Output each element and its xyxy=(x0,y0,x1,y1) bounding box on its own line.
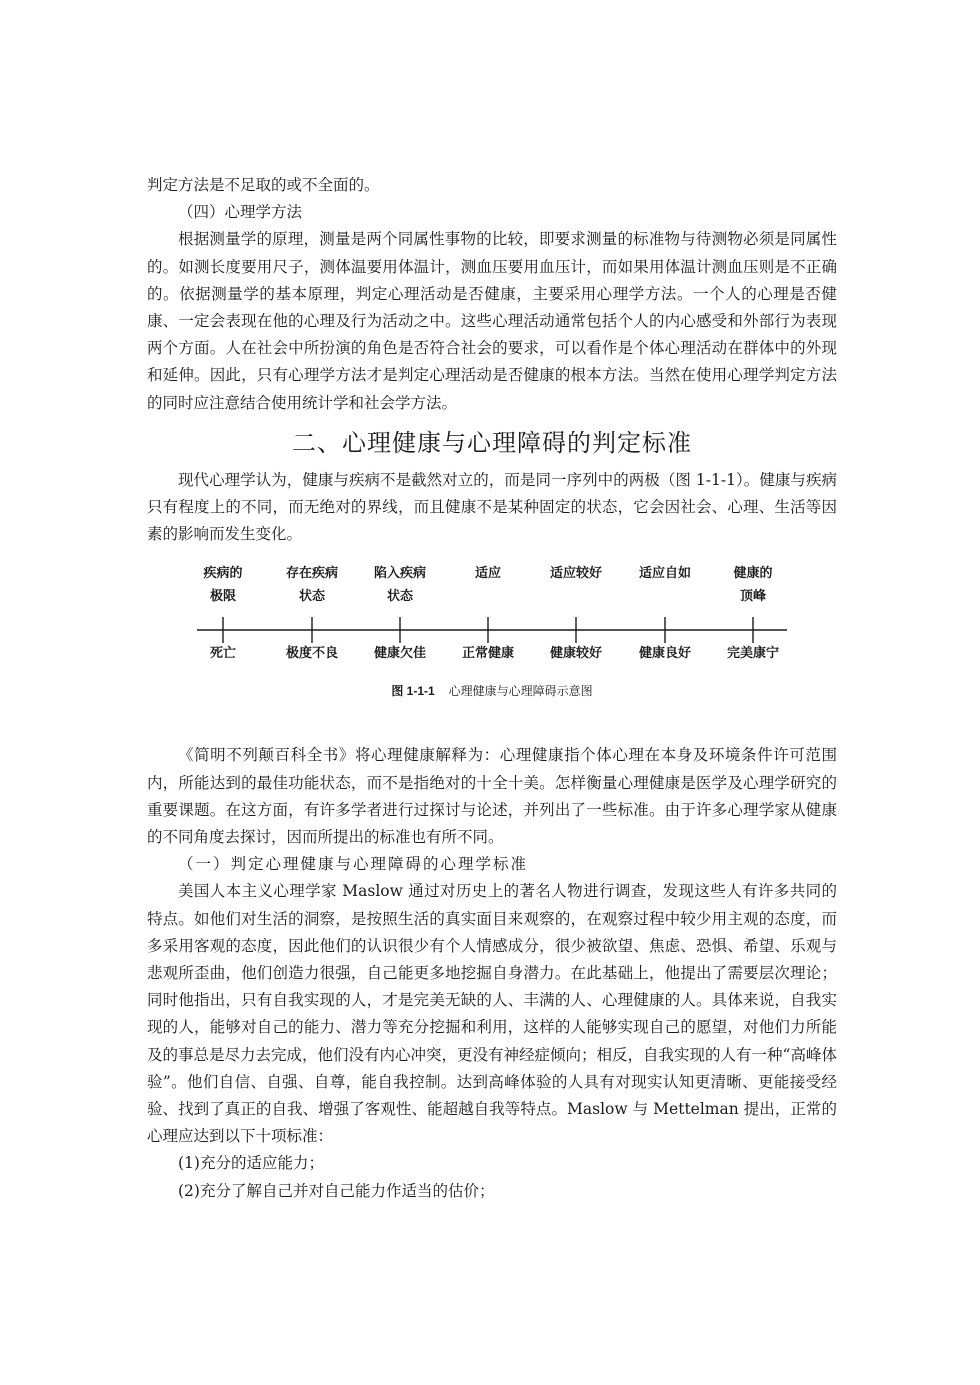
top-label-6: 适应自如 xyxy=(638,566,691,582)
bottom-label-3: 健康欠佳 xyxy=(373,646,426,662)
bottom-label-6: 健康良好 xyxy=(638,646,691,662)
subheading-criteria: （一）判定心理健康与心理障碍的心理学标准 xyxy=(178,855,529,874)
list-item-1: (1)充分的适应能力； xyxy=(178,1154,324,1173)
figure-caption xyxy=(147,682,837,699)
list-item-2: (2)充分了解自己并对自己能力作适当的估价； xyxy=(178,1181,495,1200)
bottom-label-5: 健康较好 xyxy=(549,646,602,662)
top-label-4: 适应 xyxy=(474,566,501,582)
top-label-7: 健康的 顶峰 xyxy=(733,566,773,605)
bottom-label-7: 完美康宁 xyxy=(726,646,779,662)
figure-caption-text: 心理健康与心理障碍示意图 xyxy=(448,684,593,699)
bottom-label-4: 正常健康 xyxy=(461,646,514,662)
paragraph-maslow: 美国人本主义心理学家 Maslow 通过对历史上的著名人物进行调查，发现这些人有许多共同的特点。如他们对生活的洞察，是按照生活的真实面目来观察的，在观察过程中较少用主观的态度，而多采用客观的态度，因此他们的认识很少有个人情感成分，很少被欲望、焦虑、恐惧、希望、乐观与悲观所歪曲，他们创造力很强，自己能更多地挖掘自身潜力。在此基础上，他提出了需要层次理论；同时他指出，只有自我实现的人，才是完美无缺的人、丰满的人、心理健康的人。具体来说，自我实现的人，能够对自己的能力、潜力等充分挖掘和利用，这样的人能够实现自己的愿望，对他们力所能及的事总是尽力去完成，他们没有内心冲突，更没有神经症倾向；相反，自我实现的人有一种“高峰体验”。他们自信、自强、自尊，能自我控制。达到高峰体验的人具有对现实认知更清晰、更能接受经验、找到了真正的自我、增强了客观性、能超越自我等特点。Maslow 与 Mettelman 提出，正常的心理应达到以下十项标准： xyxy=(147,882,837,1146)
paragraph-britannica: 《简明不列颠百科全书》将心理健康解释为：心理健康指个体心理在本身及环境条件许可范围内，所能达到的最佳功能状态，而不是指绝对的十全十美。怎样衡量心理健康是医学及心理学研究的重要课题。在这方面，有许多学者进行过探讨与论述，并列出了一些标准。由于许多心理学家从健康的不同角度去探讨，因而所提出的标准也有所不同。 xyxy=(147,746,837,847)
paragraph-continuation: 判定方法是不足取的或不全面的。 xyxy=(147,176,380,194)
subheading-psychology-method: （四）心理学方法 xyxy=(178,203,303,222)
top-label-5: 适应较好 xyxy=(549,566,602,582)
bottom-label-2: 极度不良 xyxy=(285,646,338,662)
figure-health-continuum xyxy=(147,562,837,742)
figure-number: 图 1-1-1 xyxy=(391,684,435,699)
paragraph-intro: 现代心理学认为，健康与疾病不是截然对立的，而是同一序列中的两极（图 1-1-1）。健康与疾病只有程度上的不同，而无绝对的界线，而且健康不是某种固定的状态，它会因社会、心理、生活等因素的影响而发生变化。 xyxy=(147,470,837,544)
top-label-1: 疾病的 极限 xyxy=(203,566,243,605)
top-label-3: 陷入疾病 状态 xyxy=(373,566,426,605)
top-label-2: 存在疾病 状态 xyxy=(285,566,338,605)
paragraph-measurement: 根据测量学的原理，测量是两个同属性事物的比较，即要求测量的标准物与待测物必须是同属性的。如测长度要用尺子，测体温要用体温计，测血压要用血压计，而如果用体温计测血压则是不正确的。依据测量学的基本原理，判定心理活动是否健康，主要采用心理学方法。一个人的心理是否健康、一定会表现在他的心理及行为活动之中。这些心理活动通常包括个人的内心感受和外部行为表现两个方面。人在社会中所扮演的角色是否符合社会的要求，可以看作是个体心理活动在群体中的外现和延伸。因此，只有心理学方法才是判定心理活动是否健康的根本方法。当然在使用心理学判定方法的同时应注意结合使用统计学和社会学方法。 xyxy=(147,230,837,412)
bottom-label-1: 死亡 xyxy=(209,646,236,662)
section-title: 二、心理健康与心理障碍的判定标准 xyxy=(292,428,692,457)
document-page xyxy=(147,172,837,1205)
